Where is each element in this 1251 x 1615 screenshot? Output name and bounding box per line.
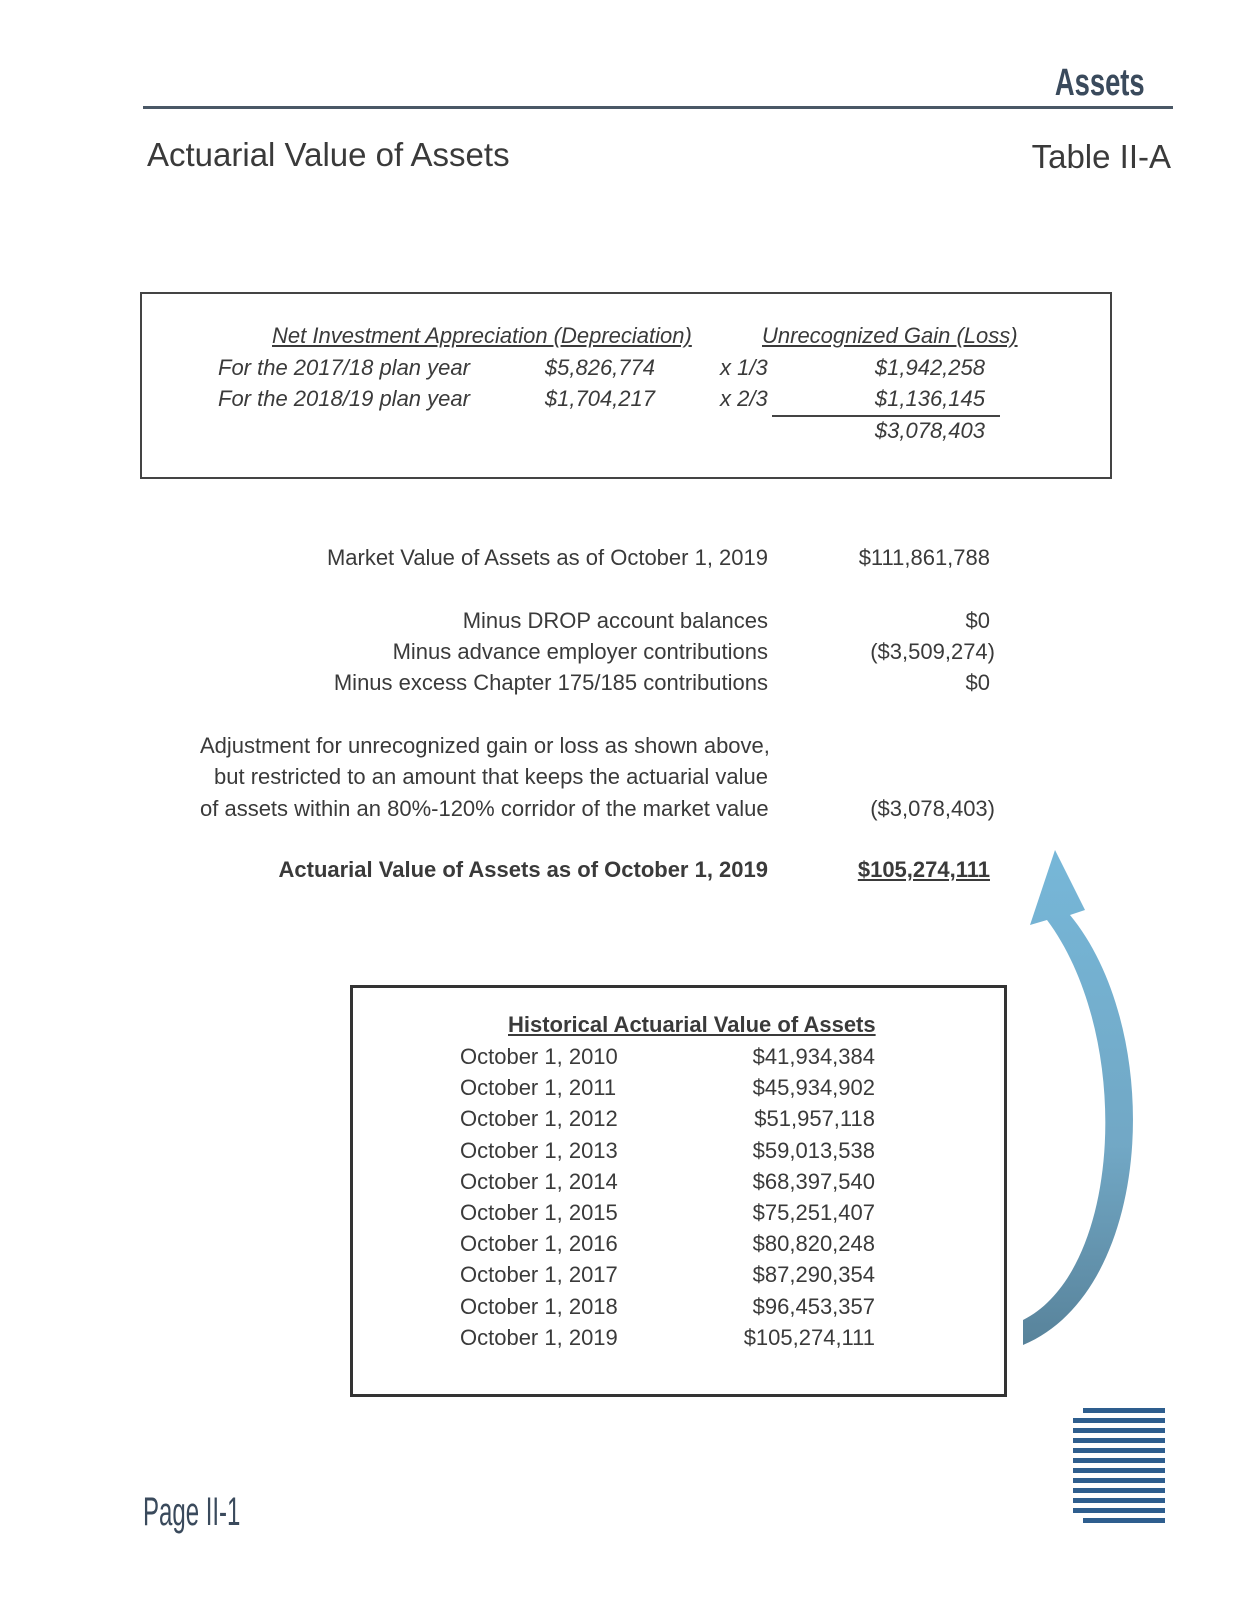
advance-contributions-amount: ($3,509,274) — [870, 639, 995, 664]
history-value: $80,820,248 — [752, 1231, 875, 1256]
plan-year-amount: $1,704,217 — [544, 386, 655, 411]
history-date: October 1, 2011 — [460, 1075, 617, 1100]
plan-year-amount: $5,826,774 — [544, 355, 655, 380]
logo-bar — [1073, 1508, 1165, 1513]
excess-contributions-amount: $0 — [965, 670, 990, 695]
logo-bar — [1073, 1498, 1165, 1503]
history-value: $59,013,538 — [752, 1138, 875, 1163]
curved-arrow-icon — [1015, 850, 1165, 1370]
market-value-amount: $111,861,788 — [858, 545, 990, 570]
logo-bar — [1073, 1428, 1165, 1433]
history-date: October 1, 2018 — [460, 1294, 618, 1319]
logo-bar — [1083, 1408, 1165, 1413]
history-box — [350, 985, 1007, 1397]
plan-year-factor: x 1/3 — [720, 355, 768, 380]
company-logo-icon — [1073, 1405, 1168, 1531]
market-value-label: Market Value of Assets as of October 1, 2019 — [326, 545, 768, 570]
history-value: $68,397,540 — [752, 1169, 875, 1194]
plan-year-unrecognized: $1,942,258 — [874, 355, 985, 380]
section-tag: Assets — [1055, 62, 1145, 104]
logo-bar — [1073, 1488, 1165, 1493]
adjustment-line-1: Adjustment for unrecognized gain or loss as shown above, — [200, 733, 770, 758]
sum-rule — [772, 415, 1000, 417]
advance-contributions-label: Minus advance employer contributions — [392, 639, 768, 664]
history-value: $51,957,118 — [754, 1106, 875, 1131]
page-number: Page II-1 — [143, 1490, 241, 1534]
excess-contributions-label: Minus excess Chapter 175/185 contributions — [333, 670, 768, 695]
history-date: October 1, 2015 — [460, 1200, 618, 1225]
history-date: October 1, 2010 — [460, 1044, 618, 1069]
history-date: October 1, 2017 — [460, 1262, 618, 1287]
adjustment-amount: ($3,078,403) — [870, 796, 995, 821]
history-value: $75,251,407 — [752, 1200, 875, 1225]
history-date: October 1, 2012 — [460, 1106, 618, 1131]
adjustment-line-3: of assets within an 80%-120% corridor of the market value — [200, 796, 769, 821]
history-value: $87,290,354 — [752, 1262, 875, 1287]
drop-balances-amount: $0 — [965, 608, 990, 633]
plan-year-factor: x 2/3 — [720, 386, 768, 411]
history-value: $105,274,111 — [743, 1325, 875, 1350]
logo-bar — [1083, 1518, 1165, 1523]
net-appreciation-header: Net Investment Appreciation (Depreciation) — [272, 323, 692, 348]
history-date: October 1, 2013 — [460, 1138, 618, 1163]
unrecognized-header: Unrecognized Gain (Loss) — [762, 323, 1018, 348]
history-value: $45,934,902 — [752, 1075, 875, 1100]
unrecognized-total: $3,078,403 — [874, 418, 985, 443]
history-date: October 1, 2016 — [460, 1231, 618, 1256]
logo-bar — [1073, 1448, 1165, 1453]
logo-bar — [1073, 1458, 1165, 1463]
drop-balances-label: Minus DROP account balances — [462, 608, 768, 633]
history-value: $41,934,384 — [752, 1044, 875, 1069]
history-title: Historical Actuarial Value of Assets — [508, 1012, 876, 1037]
logo-bar — [1073, 1478, 1165, 1483]
history-date: October 1, 2019 — [460, 1325, 618, 1350]
logo-bar — [1073, 1418, 1165, 1423]
plan-year-label: For the 2018/19 plan year — [218, 386, 470, 411]
adjustment-line-2: but restricted to an amount that keeps the actuarial value — [214, 764, 768, 789]
plan-year-unrecognized: $1,136,145 — [874, 386, 985, 411]
page-title: Actuarial Value of Assets — [147, 136, 510, 173]
logo-bar — [1073, 1438, 1165, 1443]
actuarial-value-amount: $105,274,111 — [857, 857, 990, 882]
history-value: $96,453,357 — [752, 1294, 875, 1319]
actuarial-value-label: Actuarial Value of Assets as of October 1, 2019 — [278, 857, 768, 882]
logo-bar — [1073, 1468, 1165, 1473]
history-date: October 1, 2014 — [460, 1169, 618, 1194]
table-label: Table II-A — [1031, 138, 1171, 175]
header-rule — [143, 106, 1173, 109]
plan-year-label: For the 2017/18 plan year — [218, 355, 470, 380]
